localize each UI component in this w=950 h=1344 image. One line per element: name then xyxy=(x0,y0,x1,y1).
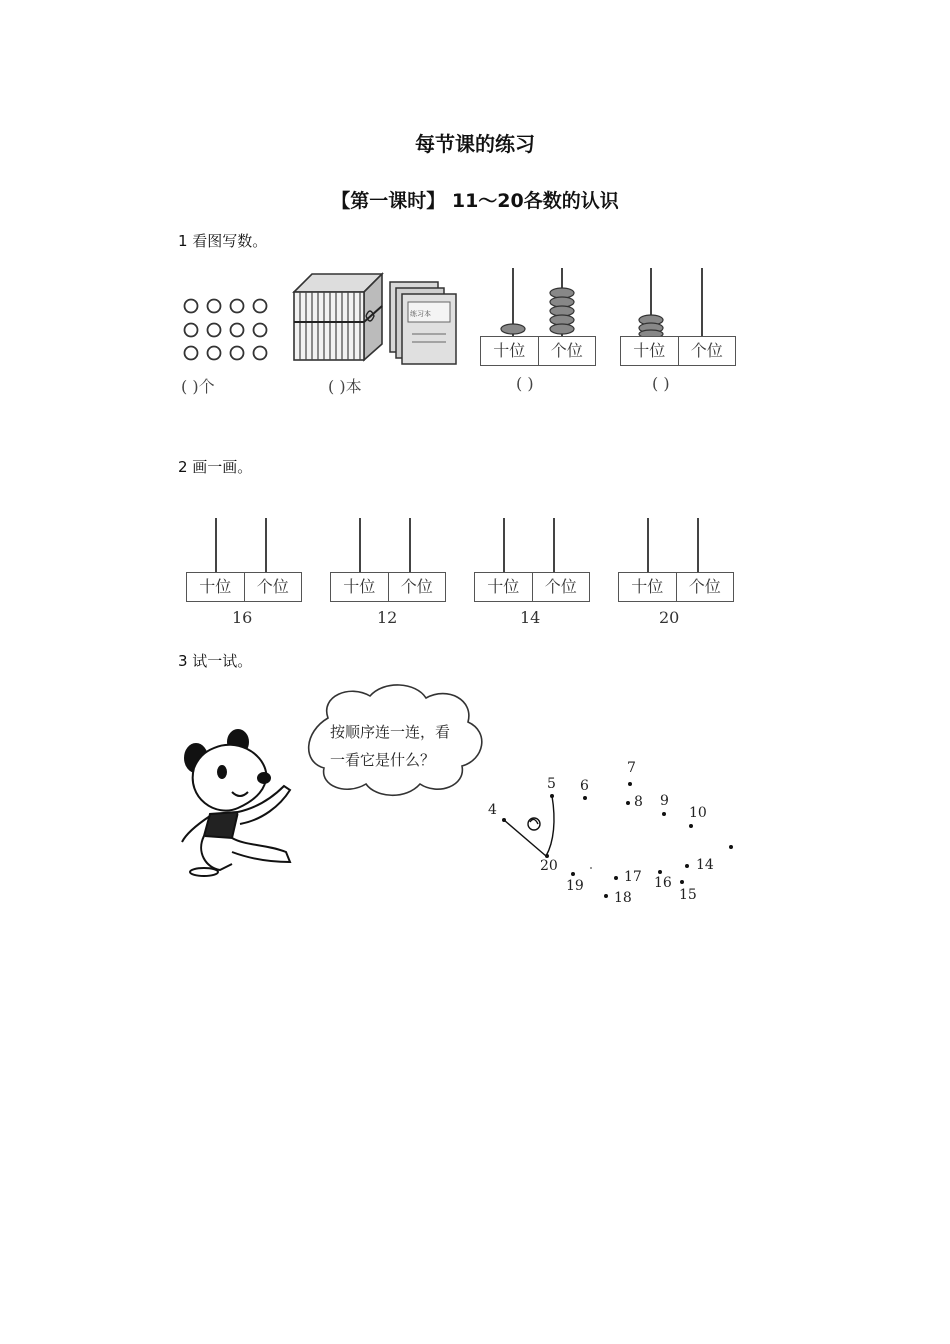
puppy-illustration xyxy=(176,728,298,878)
tens-label: 十位 xyxy=(633,341,666,360)
ones-label: 个位 xyxy=(678,337,736,365)
books-illustration xyxy=(290,270,462,366)
abacus-rod-ones xyxy=(553,518,555,572)
target-number: 12 xyxy=(377,608,398,627)
ones-label: 个位 xyxy=(244,573,302,601)
abacus-rod-tens xyxy=(215,518,217,572)
answer-blank-1: ( )个 xyxy=(181,377,215,396)
question-1-label: 1 看图写数。 xyxy=(178,232,268,250)
ones-label: 个位 xyxy=(532,573,590,601)
target-number: 20 xyxy=(659,608,680,627)
answer-blank-4: ( ) xyxy=(652,374,670,393)
tens-label: 十位 xyxy=(199,577,232,596)
abacus-rod-ones xyxy=(701,268,703,336)
dot-label-15: 15 xyxy=(679,887,697,903)
place-value-box xyxy=(618,572,734,602)
place-value-box xyxy=(330,572,446,602)
answer-blank-2: ( )本 xyxy=(328,377,362,396)
speech-line-2: 一看它是什么？ xyxy=(330,751,436,769)
speech-line-1: 按顺序连一连，看 xyxy=(330,723,451,741)
speech-text xyxy=(330,718,450,774)
dot-label-6: 6 xyxy=(580,778,589,794)
abacus-rod-ones xyxy=(409,518,411,572)
target-number: 14 xyxy=(520,608,541,627)
page-title: 每节课的练习 xyxy=(415,132,535,156)
abacus-rod-tens xyxy=(503,518,505,572)
abacus-rod-tens xyxy=(647,518,649,572)
dot-label-9: 9 xyxy=(660,793,669,809)
dot-label-19: 19 xyxy=(566,878,584,894)
dot-label-5: 5 xyxy=(547,776,556,792)
place-value-box xyxy=(186,572,302,602)
place-value-box xyxy=(474,572,590,602)
dot-label-7: 7 xyxy=(627,760,636,776)
dot-label-14: 14 xyxy=(696,857,714,873)
circles-grid xyxy=(178,292,274,364)
question-2-label: 2 画一画。 xyxy=(178,458,253,476)
dot-label-18: 18 xyxy=(614,890,632,906)
ones-label: 个位 xyxy=(676,573,734,601)
dot-label-8: 8 xyxy=(634,794,643,810)
dot-label-10: 10 xyxy=(689,805,707,821)
ones-label: 个位 xyxy=(388,573,446,601)
abacus-beads xyxy=(496,284,580,338)
tens-label: 十位 xyxy=(343,577,376,596)
abacus-rod-tens xyxy=(359,518,361,572)
place-value-box xyxy=(620,336,736,366)
book-cover-text: 练习本 xyxy=(410,310,431,318)
target-number: 16 xyxy=(232,608,253,627)
abacus-rod-ones xyxy=(265,518,267,572)
place-value-box xyxy=(480,336,596,366)
tens-label: 十位 xyxy=(493,341,526,360)
lesson-subtitle: 【第一课时】 11～20各数的认识 xyxy=(331,190,619,212)
dot-label-17: 17 xyxy=(624,869,642,885)
dots-lines xyxy=(490,760,740,910)
dot-label-20: 20 xyxy=(540,858,558,874)
ones-label: 个位 xyxy=(538,337,596,365)
abacus-rod-ones xyxy=(697,518,699,572)
dot-label-4: 4 xyxy=(488,802,497,818)
abacus-beads xyxy=(634,310,668,338)
question-3-label: 3 试一试。 xyxy=(178,652,253,670)
tens-label: 十位 xyxy=(487,577,520,596)
tens-label: 十位 xyxy=(631,577,664,596)
dot-label-16: 16 xyxy=(654,875,672,891)
answer-blank-3: ( ) xyxy=(516,374,534,393)
